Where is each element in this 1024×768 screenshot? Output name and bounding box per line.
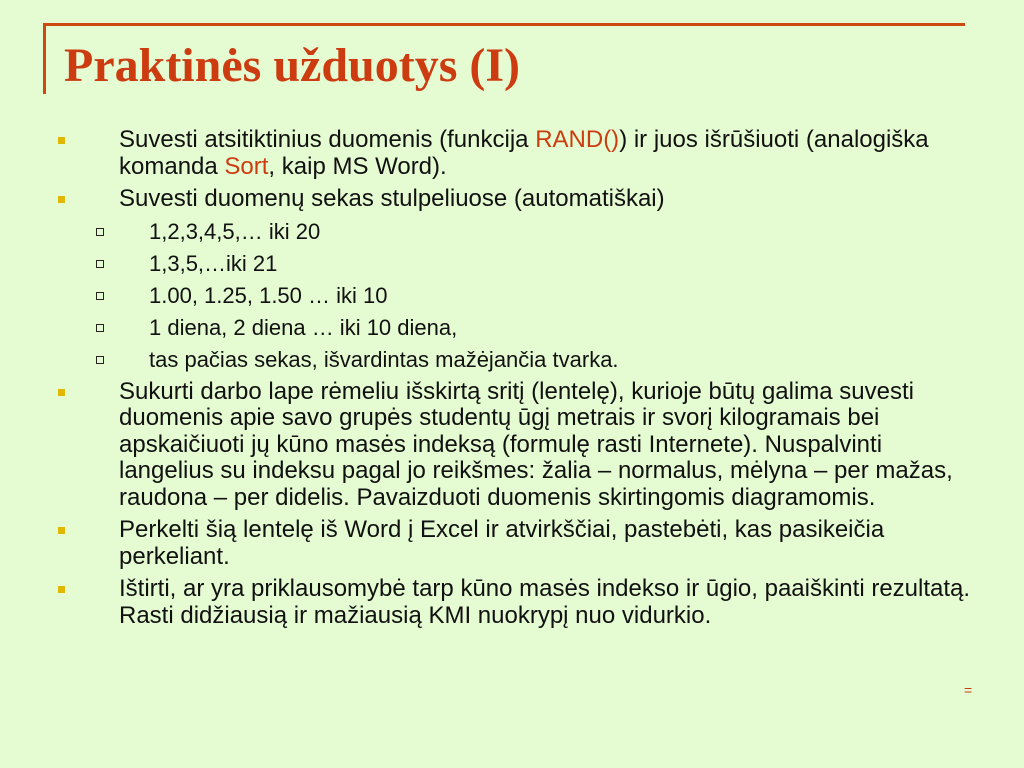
hollow-square-bullet-icon [96, 260, 104, 268]
sub-item-text: 1.00, 1.25, 1.50 … iki 10 [149, 282, 388, 308]
hollow-square-bullet-icon [96, 356, 104, 364]
bullet-item-data-series [52, 186, 972, 213]
corner-mark: = [964, 682, 973, 698]
bullet-text-part: Suvesti atsitiktinius duomenis (funkcija [119, 126, 536, 153]
square-bullet-icon [58, 527, 65, 534]
sub-item-text: 1,3,5,…iki 21 [149, 250, 278, 276]
hollow-square-bullet-icon [96, 228, 104, 236]
rand-function-highlight: RAND() [535, 126, 620, 153]
bullet-text-part: , kaip MS Word). [268, 152, 447, 180]
square-bullet-icon [58, 196, 65, 203]
sub-item [52, 315, 972, 341]
bullet-text-part: ) ir juos išrūšiuoti (analogiška komanda [119, 126, 929, 180]
title-frame-top-line [43, 23, 965, 26]
square-bullet-icon [58, 389, 65, 396]
sub-item-text: 1,2,3,4,5,… iki 20 [149, 218, 321, 244]
sub-item [52, 251, 972, 277]
bullet-item-word-excel [52, 517, 972, 570]
bullet-item-bmi-table [52, 379, 972, 512]
bullet-item-dependency [52, 576, 972, 629]
slide-content-list [52, 127, 972, 635]
bullet-text: Ištirti, ar yra priklausomybė tarp kūno masės indekso ir ūgio, paaiškinti rezultatą. Rasti didžiausią ir mažiausią KMI nuokrypį nuo vidurkio. [119, 575, 971, 629]
square-bullet-icon [58, 137, 65, 144]
bullet-text: Suvesti duomenų sekas stulpeliuose (automatiškai) [119, 185, 665, 212]
bullet-item-random-data [52, 127, 972, 180]
bullet-text: Sukurti darbo lape rėmeliu išskirtą sritį (lentelę), kurioje būtų galima suvesti duomenis apie savo grupės studentų ūgį metrais ir svorį kilogramais bei apskaičiuoti jų kūno masės indeksą (formulę rasti Internete). Nuspalvinti langelius su indeksu pagal jo reikšmes: žalia – normalus, mėlyna – per mažas, raudona – per didelis. Pavaizduoti duomenis skirtingomis diagramomis. [119, 377, 953, 511]
sort-command-highlight: Sort [224, 152, 269, 180]
square-bullet-icon [58, 586, 65, 593]
hollow-square-bullet-icon [96, 324, 104, 332]
sub-item [52, 347, 972, 373]
sub-item-text: tas pačias sekas, išvardintas mažėjančia tvarka. [149, 346, 619, 372]
slide-title: Praktinės užduotys (I) [64, 39, 521, 92]
sub-item [52, 283, 972, 309]
sub-item-text: 1 diena, 2 diena … iki 10 diena, [149, 314, 458, 340]
bullet-text: Perkelti šią lentelę iš Word į Excel ir atvirkščiai, pastebėti, kas pasikeičia perkeliant. [119, 516, 885, 570]
sub-item [52, 219, 972, 245]
title-frame-left-line [43, 23, 46, 94]
hollow-square-bullet-icon [96, 292, 104, 300]
